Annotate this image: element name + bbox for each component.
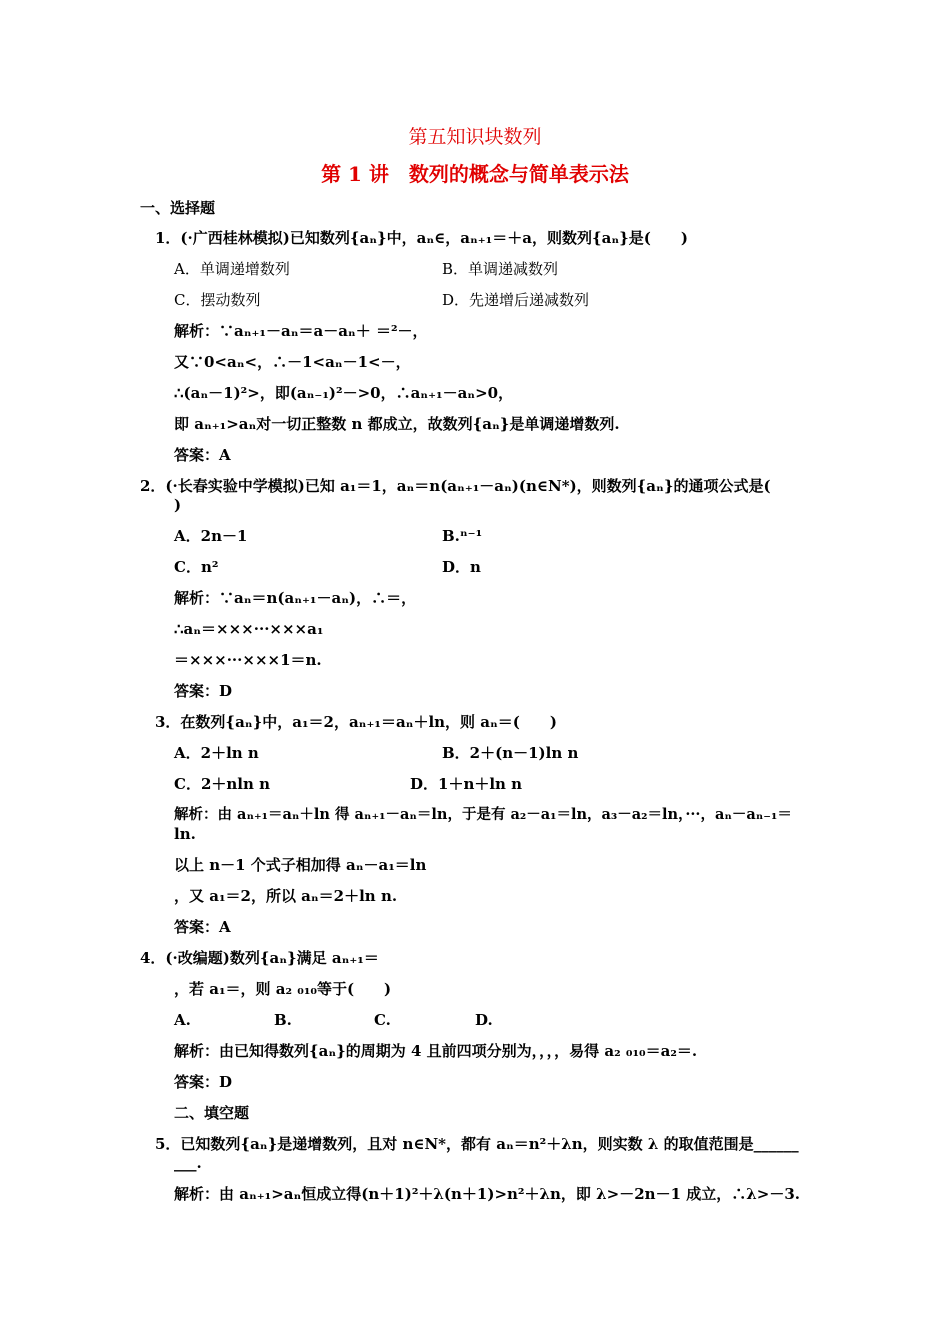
q2-solution-2: ∴aₙ＝×××···×××a₁	[174, 620, 324, 638]
q3-option-a: A．2＋ln n	[174, 744, 259, 762]
q2-option-a: A．2n－1	[174, 527, 248, 545]
chapter-title: 第五知识块数列	[408, 126, 542, 148]
q1-solution-2: 又∵0<aₙ<，∴－1<aₙ－1<－，	[174, 353, 411, 371]
q2-stem: 2．(·长春实验中学模拟)已知 a₁＝1，aₙ＝n(aₙ₊₁－aₙ)(n∈N*)，则数列{aₙ}的通项公式是(	[140, 477, 771, 495]
q1-solution-4: 即 aₙ₊₁>aₙ对一切正整数 n 都成立，故数列{aₙ}是单调递增数列.	[174, 415, 620, 433]
q4-option-d: D.	[475, 1011, 493, 1029]
q4-solution-1: 解析：由已知得数列{aₙ}的周期为 4 且前四项分别为，，，，易得 a₂ ₀₁₀＝a₂＝.	[174, 1042, 698, 1060]
q3-solution-1: 解析：由 aₙ₊₁＝aₙ＋ln 得 aₙ₊₁－aₙ＝ln，于是有 a₂－a₁＝ln，a₃－a₂＝ln，···，aₙ－aₙ₋₁＝	[174, 806, 792, 823]
q3-solution-4: ，又 a₁＝2，所以 aₙ＝2＋ln n.	[174, 887, 398, 905]
q5-solution-1: 解析：由 aₙ₊₁>aₙ恒成立得(n＋1)²＋λ(n＋1)>n²＋λn，即 λ>－2n－1 成立，∴λ>－3.	[174, 1185, 800, 1203]
q5-stem-cont: ___.	[174, 1154, 202, 1172]
q2-option-b: B.ⁿ⁻¹	[442, 527, 483, 545]
q3-stem: 3．在数列{aₙ}中，a₁＝2，aₙ₊₁＝aₙ＋ln，则 aₙ＝( )	[155, 713, 557, 731]
section-heading-choice: 一、选择题	[140, 199, 216, 217]
q3-answer: 答案：A	[174, 918, 231, 936]
q1-option-c: C．摆动数列	[174, 291, 261, 309]
q3-option-d: D．1＋n＋ln n	[410, 775, 523, 793]
q1-answer: 答案：A	[174, 446, 231, 464]
q3-option-c: C．2＋nln n	[174, 775, 271, 793]
q1-solution-1: 解析：∵aₙ₊₁－aₙ＝a－aₙ＋ ＝²－，	[174, 322, 428, 340]
q1-option-d: D．先递增后递减数列	[442, 291, 590, 309]
q4-stem-cont: ，若 a₁＝，则 a₂ ₀₁₀等于( )	[174, 980, 392, 998]
q3-option-b: B．2＋(n－1)ln n	[442, 744, 579, 762]
section-heading-fill: 二、填空题	[174, 1104, 250, 1122]
q2-option-d: D．n	[442, 558, 481, 576]
lecture-title: 第 1 讲 数列的概念与简单表示法	[321, 162, 629, 186]
q4-stem: 4．(·改编题)数列{aₙ}满足 aₙ₊₁＝	[140, 949, 379, 967]
q2-stem-cont: )	[174, 496, 182, 514]
q2-solution-3: ＝×××···×××1＝n.	[174, 651, 322, 669]
q5-stem: 5．已知数列{aₙ}是递增数列，且对 n∈N*，都有 aₙ＝n²＋λn，则实数 λ 的取值范围是______	[155, 1135, 799, 1153]
q4-answer: 答案：D	[174, 1073, 233, 1091]
q1-solution-3: ∴(aₙ－1)²>，即(aₙ₋₁)²－>0，∴aₙ₊₁－aₙ>0，	[174, 384, 514, 402]
q4-option-a: A.	[174, 1011, 191, 1029]
q2-option-c: C．n²	[174, 558, 219, 576]
q2-answer: 答案：D	[174, 682, 233, 700]
q4-option-c: C.	[374, 1011, 391, 1029]
q1-stem: 1．(·广西桂林模拟)已知数列{aₙ}中，aₙ∈，aₙ₊₁＝＋a，则数列{aₙ}是( )	[155, 229, 688, 247]
q2-solution-1: 解析：∵aₙ＝n(aₙ₊₁－aₙ)，∴＝，	[174, 589, 417, 607]
q1-option-a: A．单调递增数列	[174, 260, 290, 278]
q1-option-b: B．单调递减数列	[442, 260, 559, 278]
q3-solution-2: ln.	[174, 825, 196, 843]
q3-solution-3: 以上 n－1 个式子相加得 aₙ－a₁＝ln	[174, 856, 427, 874]
q4-option-b: B.	[274, 1011, 292, 1029]
